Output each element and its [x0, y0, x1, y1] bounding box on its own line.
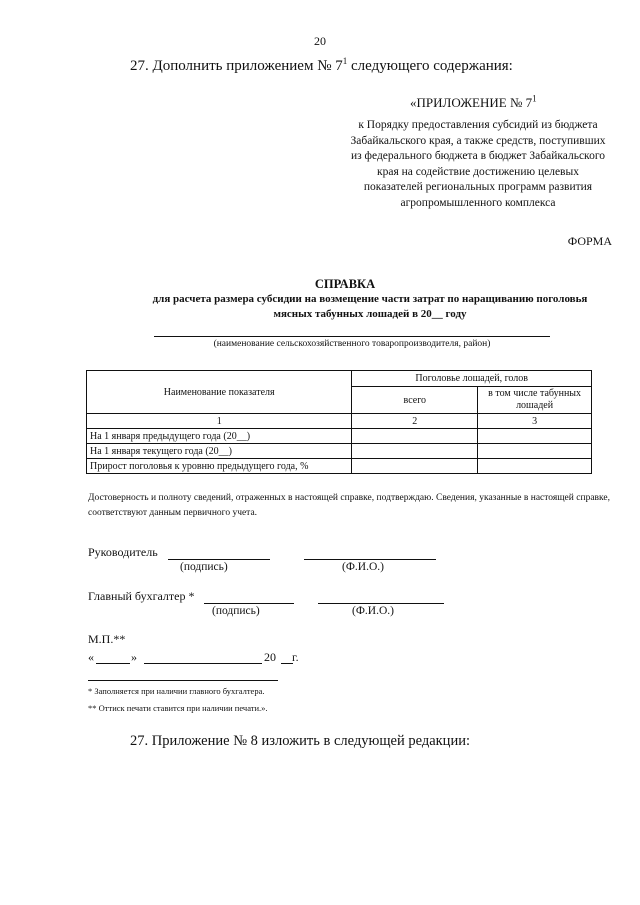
date-month-line[interactable] [144, 663, 262, 664]
header-herd-horses: в том числе табунных лошадей [478, 387, 592, 414]
header-indicator-name: Наименование показателя [87, 371, 352, 414]
appendix-title-superscript: 1 [532, 93, 537, 104]
date-close-quote: » [131, 650, 137, 664]
table-row [87, 444, 592, 459]
appendix-subtitle-line: к Порядку предоставления субсидий из бюджета [358, 119, 598, 131]
head-name-caption: (Ф.И.О.) [342, 561, 384, 573]
appendix-subtitle-line: края на содействие достижению целевых [377, 165, 579, 178]
appendix-title-text: «ПРИЛОЖЕНИЕ № 7 [410, 95, 533, 110]
page-number: 20 [314, 34, 326, 48]
footnote-accountant: * Заполняется при наличии главного бухгалтера. [88, 686, 265, 696]
table-cell-input[interactable] [352, 444, 478, 459]
head-signature-caption: (подпись) [180, 561, 228, 573]
column-number: 2 [352, 414, 478, 429]
date-open-quote: « [88, 650, 94, 664]
table-cell-input[interactable] [352, 429, 478, 444]
intro-text: 27. Дополнить приложением № 7 [130, 58, 343, 74]
document-subtitle-line2: мясных табунных лошадей в 20__ году [273, 308, 467, 320]
amendment-final: 27. Приложение № 8 изложить в следующей редакции: [130, 733, 470, 749]
head-name-line[interactable] [304, 559, 436, 560]
table-cell-input[interactable] [478, 459, 592, 474]
appendix-title [410, 95, 537, 111]
footnote-seal: ** Оттиск печати ставится при наличии печати.». [88, 703, 268, 713]
amendment-intro [130, 58, 513, 75]
certification-text: Достоверность и полноту сведений, отраженных в настоящей справке, подтверждаю. Сведения, указанные в настоящей справке, соответствуют данным первичного учета. [88, 493, 610, 518]
column-number: 3 [478, 414, 592, 429]
appendix-subtitle [318, 118, 638, 211]
producer-name-line[interactable] [154, 336, 550, 337]
header-livestock-group: Поголовье лошадей, голов [352, 371, 592, 387]
seal-label: М.П.** [88, 632, 126, 646]
accountant-name-line[interactable] [318, 603, 444, 604]
table-cell-input[interactable] [478, 444, 592, 459]
document-title: СПРАВКА [314, 277, 376, 291]
head-label: Руководитель [88, 545, 158, 559]
table-cell-input[interactable] [352, 459, 478, 474]
appendix-subtitle-line: агропромышленного комплекса [400, 196, 556, 209]
column-number: 1 [87, 414, 352, 429]
head-signature-line[interactable] [168, 559, 270, 560]
accountant-name-caption: (Ф.И.О.) [352, 605, 394, 617]
date-day-line[interactable] [96, 663, 130, 664]
table-row [87, 459, 592, 474]
date-year-prefix: 20 [264, 650, 276, 664]
appendix-subtitle-line: из федерального бюджета в бюджет Забайкальского [350, 150, 605, 162]
row-label: На 1 января предыдущего года (20__) [87, 429, 352, 444]
row-label: На 1 января текущего года (20__) [87, 444, 352, 459]
chief-accountant-label: Главный бухгалтер * [88, 589, 195, 603]
header-total: всего [352, 387, 478, 414]
row-label: Прирост поголовья к уровню предыдущего года, % [87, 459, 352, 474]
form-label: ФОРМА [567, 234, 612, 248]
table-row [87, 429, 592, 444]
indicators-table [86, 370, 592, 474]
accountant-signature-caption: (подпись) [212, 605, 260, 617]
accountant-signature-line[interactable] [204, 603, 294, 604]
intro-superscript: 1 [342, 56, 348, 66]
footnote-separator [88, 680, 278, 681]
document-subtitle-line1: для расчета размера субсидии на возмещение части затрат по наращиванию поголовья [152, 293, 588, 305]
table-cell-input[interactable] [478, 429, 592, 444]
appendix-subtitle-line: показателей региональных программ развития [363, 181, 593, 193]
intro-text-after: следующего содержания: [347, 58, 513, 74]
producer-name-caption: (наименование сельскохозяйственного товаропроизводителя, район) [213, 339, 491, 349]
date-year-suffix: г. [292, 650, 299, 664]
appendix-subtitle-line: Забайкальского края, а также средств, поступивших [350, 134, 606, 147]
